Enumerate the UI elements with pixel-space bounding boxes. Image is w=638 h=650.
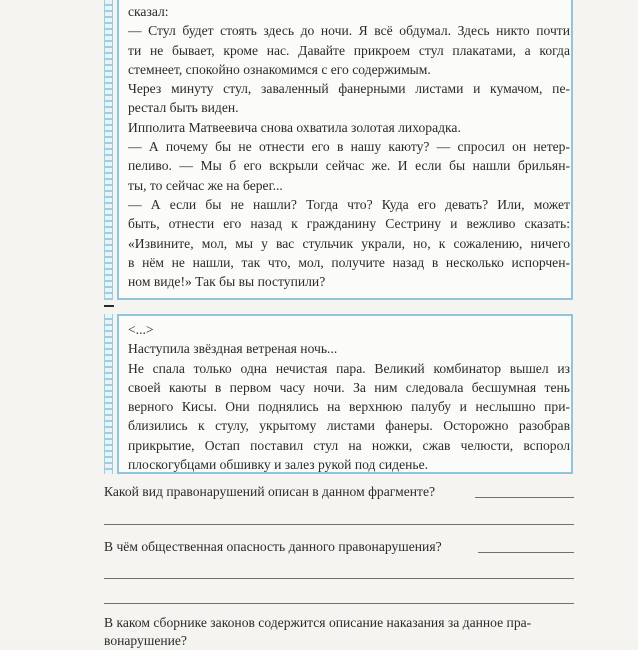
question-3-continuation: вонарушение? <box>104 633 187 648</box>
fragment-1-line: пеливо. — Мы б его вскрыли сейчас же. И если бы нашли брильян- <box>128 158 570 174</box>
fragment-1-line: — А почему бы не отнести его в нашу каюту? — спросил он нетер- <box>128 139 570 155</box>
fragment-1-line: стемнеет, спокойно ознакомимся с его содержимым. <box>128 61 431 77</box>
fragment-2-line: плоскогубцами обшивку и залез рукой под сиденье. <box>128 457 429 473</box>
fragment-2-margin-strip <box>104 314 113 474</box>
fragment-2-line: Наступила звёздная ветреная ночь... <box>128 341 338 357</box>
fragment-2-line: <...> <box>128 322 154 337</box>
answer-line[interactable] <box>475 497 574 498</box>
fragment-1-margin-strip <box>104 0 113 300</box>
fragment-1-line: рестал быть виден. <box>128 100 239 116</box>
fragment-1-line: в нём не нашли, так что, мол, получите назад в несколько испорчен- <box>128 254 570 270</box>
fragment-2-line: прикрытие, Остап поставил стул на ножки, сжав челюсти, вспорол <box>128 437 570 453</box>
fragment-2-line: верного Кисы. Они поднялись на верхнюю палубу и неслышно при- <box>128 399 570 415</box>
fragment-1-line: — Стул будет стоять здесь до ночи. Я всё обдумал. Здесь никто почти <box>128 23 570 39</box>
fragment-1-line: быть, отнести его назад к гражданину Сестрину и вежливо сказать: <box>128 216 570 232</box>
question-2: В чём общественная опасность данного правонарушения? <box>104 539 442 554</box>
fragment-1-line: Ипполита Матвеевича снова охватила золотая лихорадка. <box>128 119 461 135</box>
fragment-1-line: сказал: <box>128 4 169 19</box>
fragment-2-text <box>128 320 570 474</box>
answer-line[interactable] <box>104 524 574 525</box>
fragment-1-line: ном виде!» Так бы вы поступили? <box>128 274 326 290</box>
fragment-2-line: Не спала только одна нечистая пара. Великий комбинатор вышел из <box>128 360 570 376</box>
fragment-2-line: близились к стулу, укрытому листами фанеры. Осторожно разобрав <box>128 418 570 434</box>
fragment-1-text <box>128 2 570 291</box>
question-1: Какой вид правонарушений описан в данном фрагменте? <box>104 484 436 499</box>
fragment-1-line: «Извините, мол, мы у вас стульчик украли, но, к сожалению, ничего <box>128 235 570 251</box>
fragment-1-line: Через минуту стул, заваленный фанерными листами и кумачом, пе- <box>128 81 570 97</box>
section-marker <box>104 305 114 313</box>
question-3: В каком сборнике законов содержится описание наказания за данное пра- <box>104 615 532 630</box>
fragment-1-line: — А если бы не нашли? Тогда что? Куда его девать? Или, может <box>128 196 570 212</box>
answer-line[interactable] <box>478 552 574 553</box>
fragment-1-line: ты, то сейчас же на берег... <box>128 177 283 193</box>
fragment-1-line: ти не бывает, кроме нас. Давайте прикроем стул плакатами, а когда <box>128 42 570 58</box>
answer-line[interactable] <box>104 603 574 604</box>
answer-line[interactable] <box>104 578 574 579</box>
fragment-2-line: своей каюты в первом часу ночи. За ним следовала бесшумная тень <box>128 379 570 395</box>
